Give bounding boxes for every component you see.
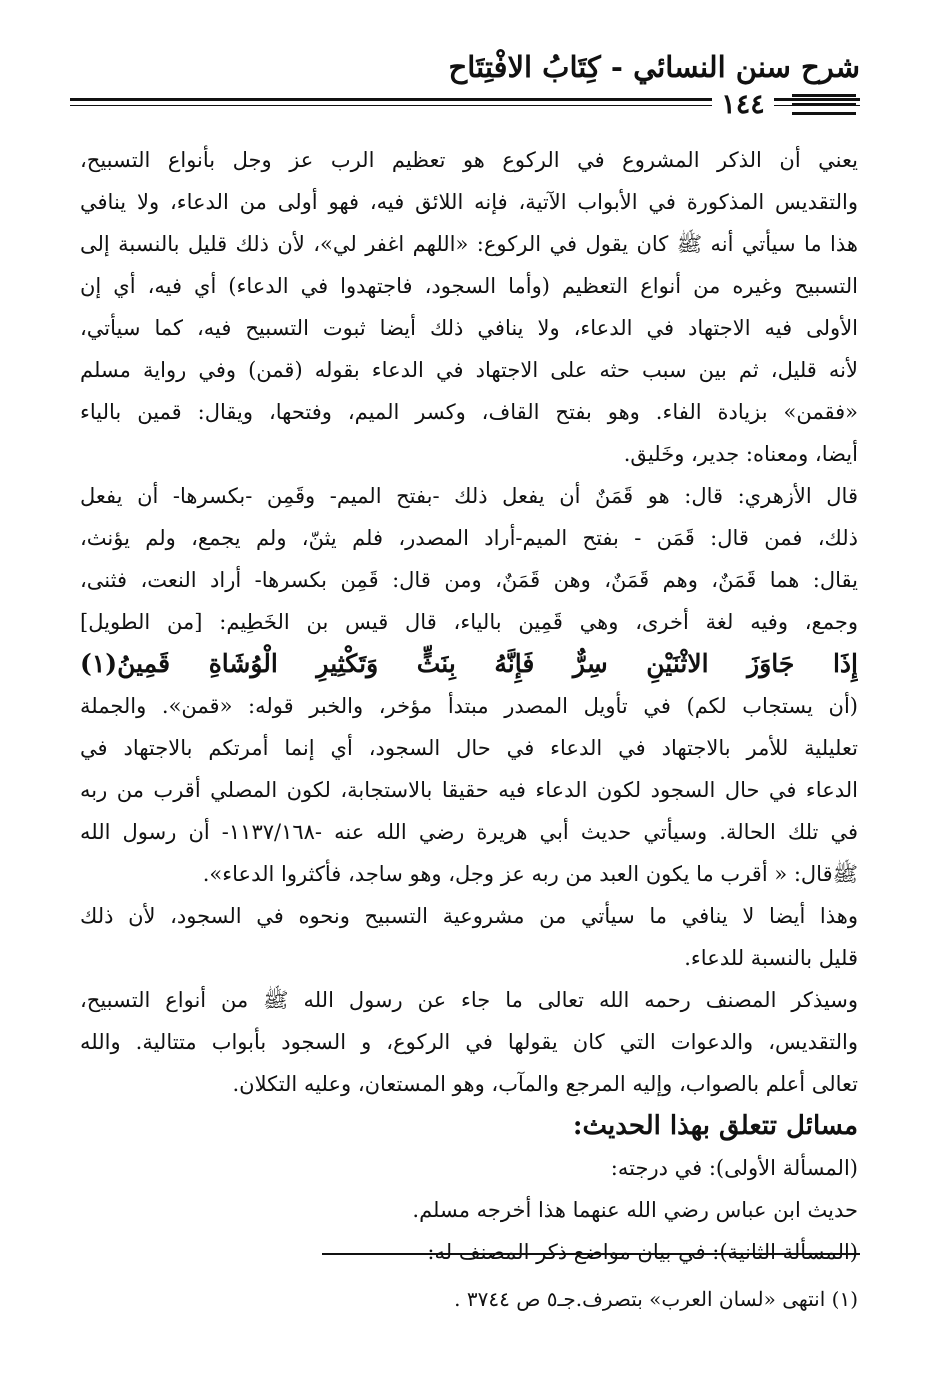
text-line: (المسألة الثانية): في بيان مواضع ذكر المصنف له: [427,1240,858,1264]
text-line: (المسألة الأولى): في درجته: [610,1156,858,1180]
text-line: وهذا أيضا لا ينافي ما سيأتي من مشروعية التسبيح ونحوه في السجود، لأن ذلك [80,904,858,928]
text-line: التسبيح وغيره من أنواع التعظيم (وأما السجود، فاجتهدوا في الدعاء) أي فيه، أي إن [80,274,858,298]
text-line: تعليلية للأمر بالاجتهاد في الدعاء في حال السجود، أي إنما أمرتكم بالاجتهاد في [80,736,858,760]
text-line: ذلك، فمن قال: قَمَن - بفتح الميم-أراد المصدر، فلم يثنّ، ولم يجمع، ولم يؤنث، [80,526,858,550]
text-line: الأولى فيه الاجتهاد في الدعاء، ولا ينافي ذلك أيضا ثبوت التسبيح فيه، كما سيأتي، [80,316,858,340]
section-heading: مسائل تتعلق بهذا الحديث: [572,1111,858,1141]
text-line: تعالى أعلم بالصواب، وإليه المرجع والمآب، وهو المستعان، وعليه التكلان. [232,1072,858,1096]
footnote-separator [322,1253,860,1255]
text-line: ﷺقال: « أقرب ما يكون العبد من ربه عز وجل، وهو ساجد، فأكثروا الدعاء». [202,862,858,886]
footnote: (١) انتهى «لسان العرب» بتصرف.جـ٥ ص ٣٧٤٤ . [454,1287,858,1311]
running-header-title: شرح سنن النسائي - كِتَابُ الافْتِتَاح [448,50,860,84]
text-line: وجمع، وفيه لغة أخرى، وهي قَمِين بالياء، قال قيس بن الخَطِيم: [من الطويل] [80,610,858,634]
text-line: والتقديس، والدعوات التي كان يقولها في الركوع، و السجود بأبواب متتالية. والله [80,1030,858,1054]
text-line: «فقمن» بزيادة الفاء. وهو بفتح القاف، وكسر الميم، وفتحها، ويقال: قمين بالياء [80,400,858,424]
text-line: قال الأزهري: قال: هو قَمَنٌ أن يفعل ذلك -بفتح الميم- وقَمِن -بكسرها- أن يفعل [80,484,858,508]
text-line: (أن يستجاب لكم) في تأويل المصدر مبتدأ مؤخر، والخبر قوله: «قمن». والجملة [80,694,858,718]
text-line: قليل بالنسبة للدعاء. [684,946,858,970]
text-line: يعني أن الذكر المشروع في الركوع هو تعظيم الرب عز وجل بأنواع التسبيح، [80,148,858,172]
poetry-verse: إِذَا جَاوَزَ الاثْنَيْنِ سِرٌّ فَإِنَّهُ بِنَثٍّ وَتَكْثِيرِ الْوُشَاةِ قَمِينُ(١) [80,649,858,678]
text-line: لأنه قليل، ثم بين سبب حثه على الاجتهاد في الدعاء بقوله (قمن) وفي رواية مسلم [80,358,858,382]
page-number-ornament [792,94,856,122]
text-line: والتقديس المذكورة في الأبواب الآتية، فإنه اللائق فيه، فهو أولى من الدعاء، ولا ينافي [80,190,858,214]
text-line: الدعاء في حال السجود لكون الدعاء فيه حقيقا بالاستجابة، لكون المصلي أقرب من ربه [80,778,858,802]
text-line: وسيذكر المصنف رحمه الله تعالى ما جاء عن رسول الله ﷺ من أنواع التسبيح، [80,988,858,1012]
text-line: هذا ما سيأتي أنه ﷺ كان يقول في الركوع: «اللهم اغفر لي»، لأن ذلك قليل بالنسبة إلى [80,232,858,256]
text-line: يقال: هما قَمَنٌ، وهم قَمَنٌ، وهن قَمَنٌ، ومن قال: قَمِن بكسرها- أراد النعت، فثنى، [80,568,858,592]
page-number: ١٤٤ [712,88,774,122]
text-line: أيضا، ومعناه: جدير، وخَليق. [623,442,858,466]
text-line: حديث ابن عباس رضي الله عنهما هذا أخرجه مسلم. [412,1198,858,1222]
text-line: في تلك الحالة. وسيأتي حديث أبي هريرة رضي الله عنه -١١٣٧/١٦٨- أن رسول الله [80,820,858,844]
